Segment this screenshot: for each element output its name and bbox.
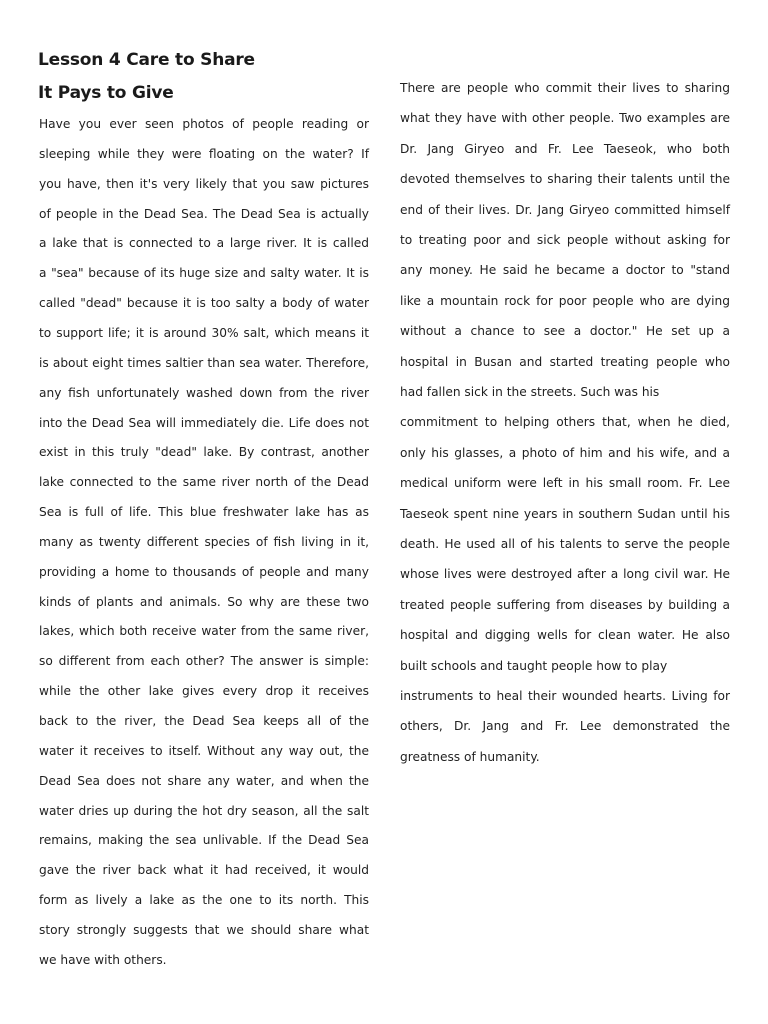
text-line: any money. He said he became a doctor to "stand [400,263,730,278]
text-line: while the other lake gives every drop it receives [39,684,369,699]
text-line: lakes, which both receive water from the same river, [39,624,369,639]
text-line: without a chance to see a doctor." He set up a [400,324,730,339]
text-line: greatness of humanity. [400,749,540,764]
text-line: is about eight times saltier than sea water. Therefore, [39,355,369,370]
text-line: water it receives to itself. Without any way out, the [39,743,369,758]
text-line: back to the river, the Dead Sea keeps all of the [39,714,369,728]
text-line: providing a home to thousands of people and many [39,564,369,579]
text-line: like a mountain rock for poor people who are dying [400,293,730,308]
lesson-title: Lesson 4 Care to Share [38,50,255,70]
text-line: sleeping while they were floating on the water? If [39,146,369,161]
text-line: into the Dead Sea will immediately die. Life does not [39,415,369,430]
text-line: had fallen sick in the streets. Such was his [400,385,660,399]
text-line: devoted themselves to sharing their talents until the [400,172,730,187]
text-line: Dead Sea does not share any water, and when the [39,773,369,788]
text-line: any fish unfortunately washed down from the river [39,385,369,400]
text-line: only his glasses, a photo of him and his wife, and a [400,445,730,460]
text-line: of people in the Dead Sea. The Dead Sea is actually [39,206,369,221]
text-line: so different from each other? The answer is simple: [39,654,369,669]
text-line: Dr. Jang Giryeo and Fr. Lee Taeseok, who both [400,141,730,156]
text-line: death. He used all of his talents to serve the people [400,537,730,551]
text-line: Taeseok spent nine years in southern Sudan until his [400,506,730,521]
text-line: whose lives were destroyed after a long civil war. He [400,567,730,582]
text-line: Sea is full of life. This blue freshwater lake has as [39,505,369,520]
text-line: we have with others. [39,952,167,967]
text-line: a "sea" because of its huge size and salty water. It is [39,266,369,281]
text-line: to support life; it is around 30% salt, which means it [39,325,369,340]
text-line: called "dead" because it is too salty a body of water [39,296,369,311]
text-line: instruments to heal their wounded hearts. Living for [400,689,730,703]
text-line: to treating poor and sick people without asking for [400,233,730,247]
text-line: commitment to helping others that, when he died, [400,415,730,430]
text-line: many as twenty different species of fish living in it, [39,534,369,549]
text-line: kinds of plants and animals. So why are these two [39,594,369,609]
text-line: end of their lives. Dr. Jang Giryeo committed himself [400,202,730,217]
text-line: hospital and digging wells for clean water. He also [400,628,730,643]
article-title: It Pays to Give [38,83,174,103]
text-line: There are people who commit their lives to sharing [400,81,730,95]
text-line: lake connected to the same river north of the Dead [39,475,369,490]
text-line: you have, then it's very likely that you saw pictures [39,176,369,191]
text-line: a lake that is connected to a large river. It is called [39,236,369,251]
text-line: others, Dr. Jang and Fr. Lee demonstrated the [400,719,730,734]
text-line: gave the river back what it had received, it would [39,863,369,878]
text-line: story strongly suggests that we should share what [39,922,369,937]
text-line: hospital in Busan and started treating people who [400,354,730,369]
text-line: what they have with other people. Two examples are [400,111,730,126]
text-line: Have you ever seen photos of people reading or [39,117,369,131]
text-line: medical uniform were left in his small room. Fr. Lee [400,476,730,491]
text-line: built schools and taught people how to play [400,658,668,673]
text-line: exist in this truly "dead" lake. By contrast, another [39,445,369,460]
text-line: form as lively a lake as the one to its north. This [39,893,369,908]
text-line: treated people suffering from diseases by building a [400,597,730,612]
text-line: water dries up during the hot dry season, all the salt [39,803,369,818]
text-line: remains, making the sea unlivable. If the Dead Sea [39,833,369,848]
